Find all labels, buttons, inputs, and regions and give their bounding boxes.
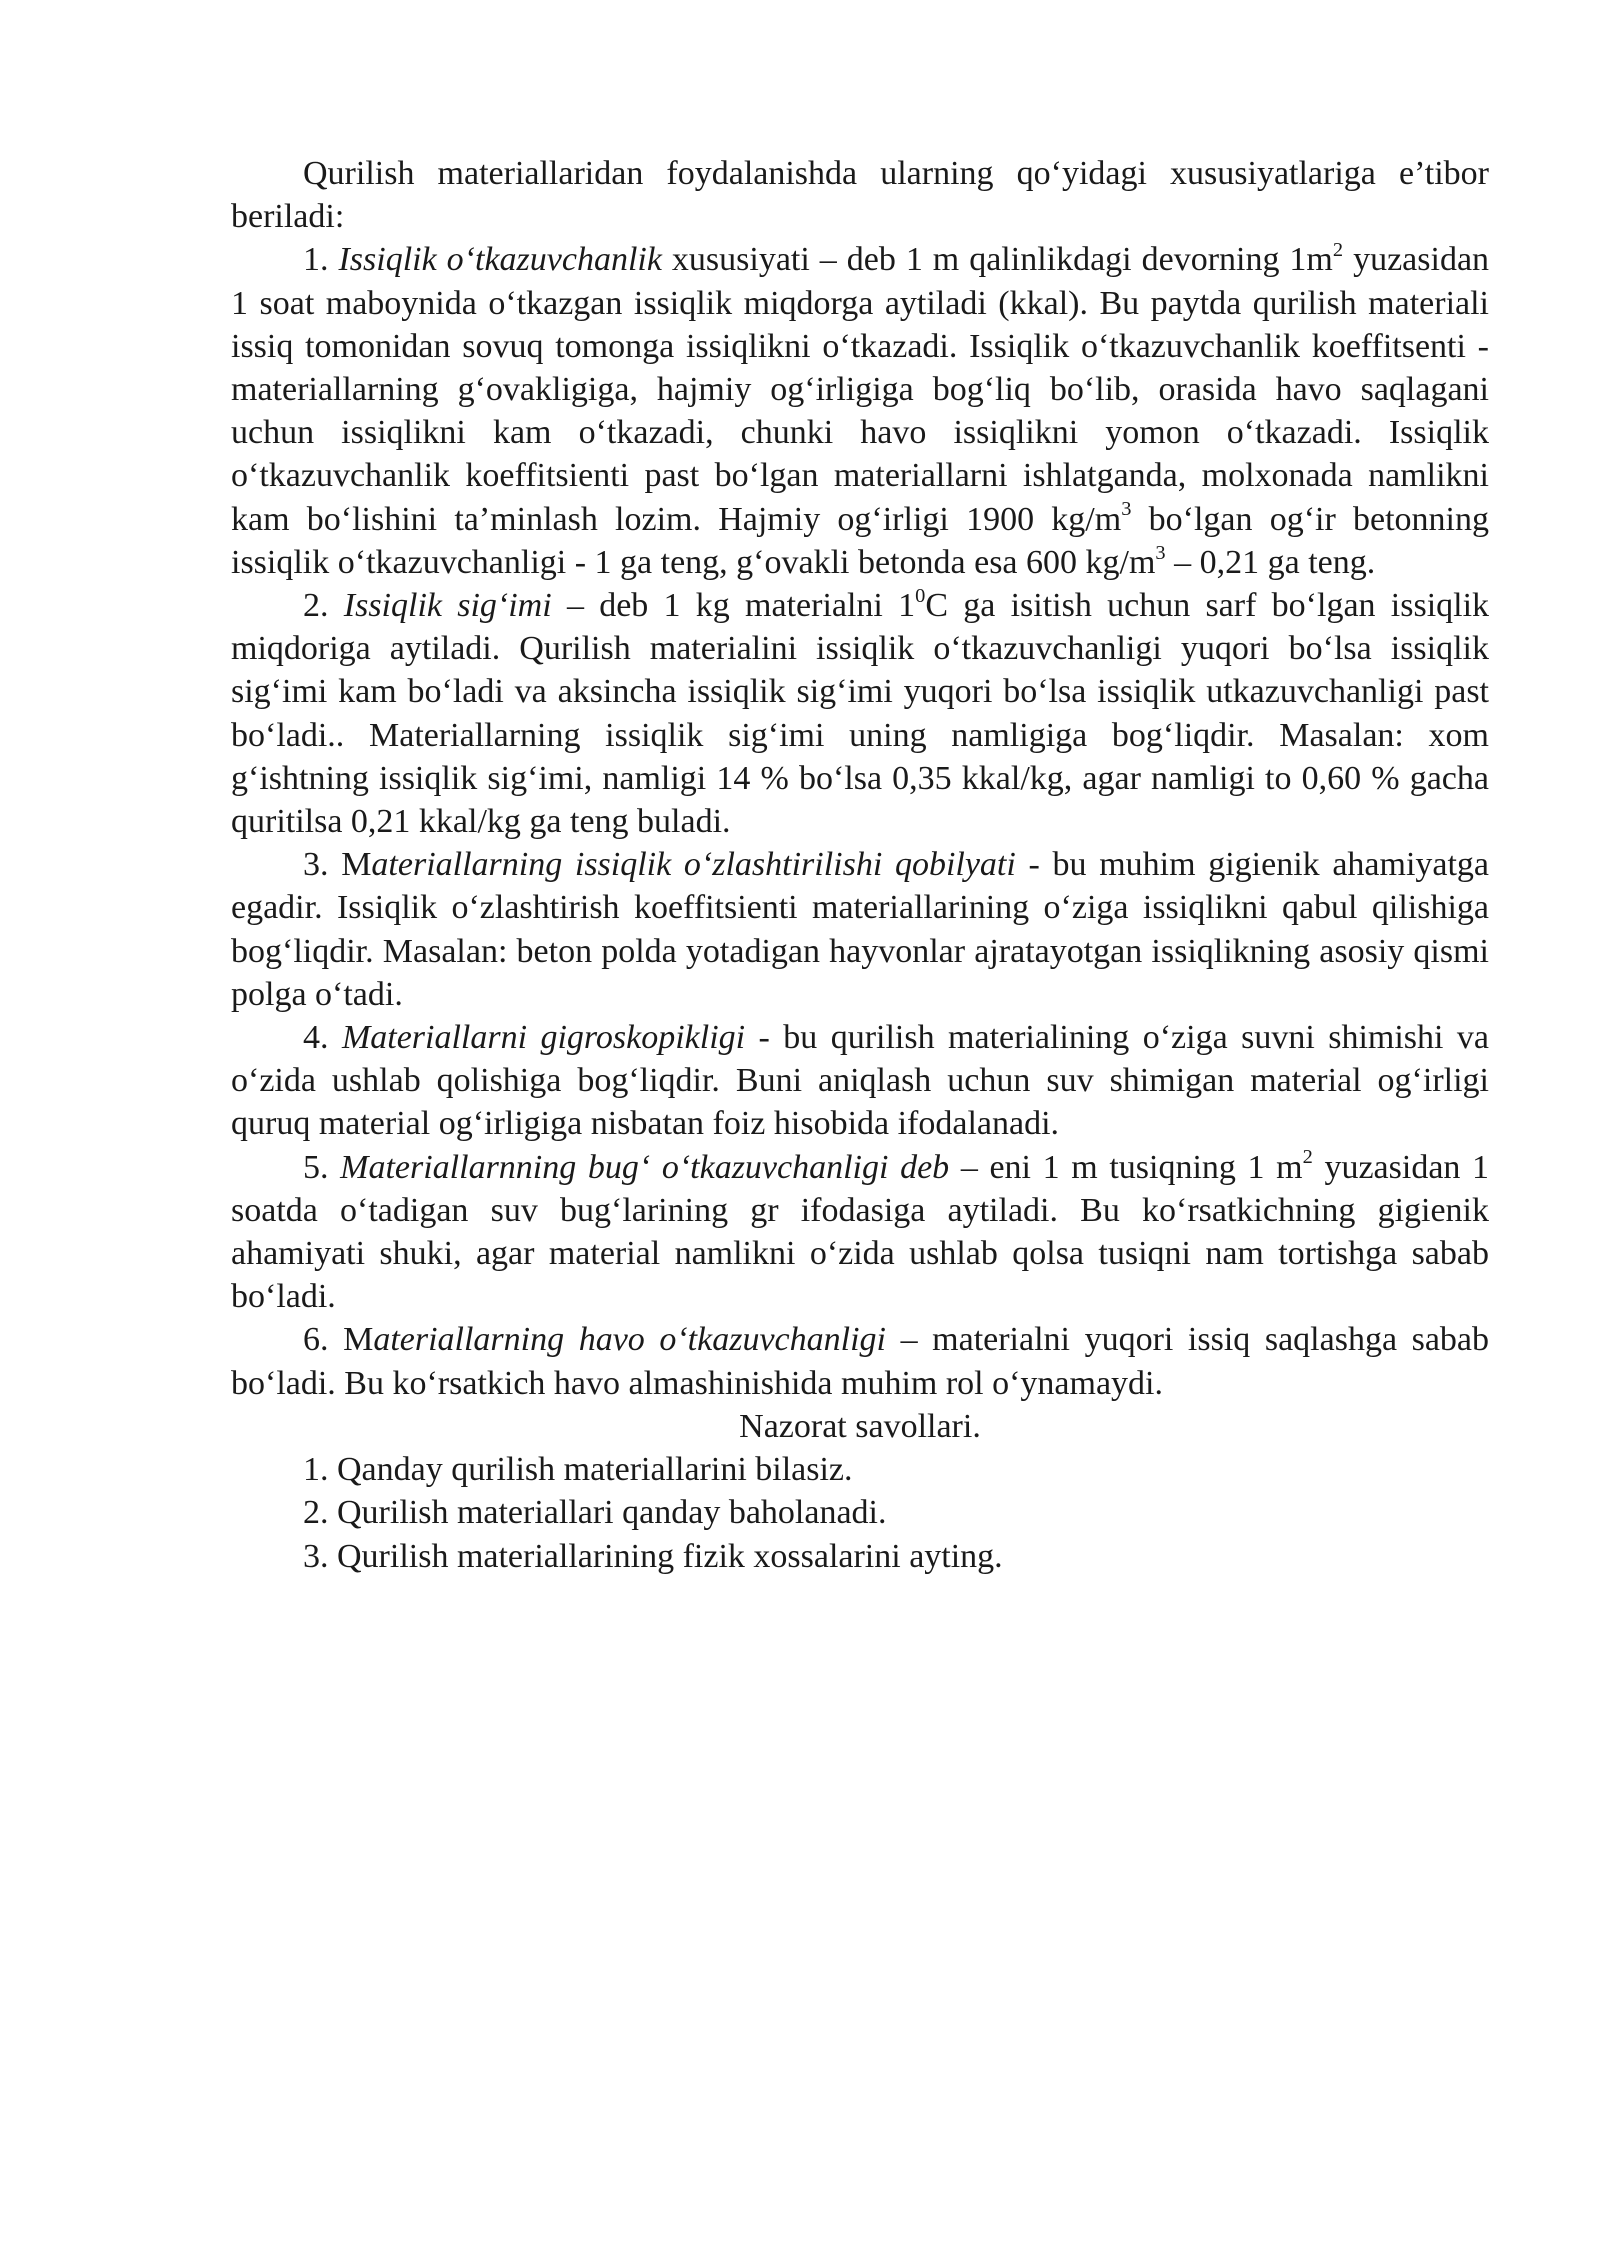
intro-paragraph	[231, 152, 1489, 238]
question-item-3: 3. Qurilish materiallarining fizik xossalarini ayting.	[303, 1537, 1003, 1575]
item-text: - bu muhim gigienik ahamiyatga egadir. Issiqlik o‘zlashtirish koeffitsienti materiallarining o‘ziga issiqlikni qabul qilishiga bog‘liqdir. Masalan: beton polda yotadigan hayvonlar ajratayotgan issiqlikning asosiy qismi polga o‘tadi.	[231, 846, 1490, 1013]
item-text: – materialni yuqori issiq saqlashga sabab bo‘ladi. Bu ko‘rsatkich havo almashinishida muhim rol o‘ynamaydi.	[231, 1321, 1490, 1402]
item-number: 3.	[303, 846, 329, 884]
item-text: bo‘lgan og‘ir betonning issiqlik o‘tkazuvchanligi - 1 ga teng, g‘ovakli betonda esa 600 kg/m	[231, 500, 1490, 581]
question-item-1: 1. Qanday qurilish materiallarini bilasiz.	[303, 1451, 853, 1489]
item-number: 5.	[303, 1148, 329, 1186]
item-number: 1.	[303, 241, 329, 279]
superscript: 2	[1332, 239, 1344, 262]
item-term: Issiqlik sig‘imi	[343, 587, 552, 625]
item-paragraph-3	[231, 843, 1489, 1016]
item-number: 4.	[303, 1019, 329, 1057]
item-text: – 0,21 ga teng.	[1174, 543, 1376, 581]
item-text: – deb 1 kg materialni 1	[566, 587, 916, 625]
item-term: Issiqlik o‘tkazuvchanlik	[338, 241, 662, 279]
item-paragraph-2	[231, 584, 1489, 843]
document-body	[231, 152, 1489, 1578]
item-paragraph-4	[231, 1016, 1489, 1146]
item-text: - bu qurilish materialining o‘ziga suvni shimishi va o‘zida ushlab qolishiga bog‘liqdir. Buni aniqlash uchun suv shimigan material og‘irligi quruq material og‘irligiga nisbatan foiz hisobida ifodalanadi.	[231, 1019, 1489, 1143]
superscript: 0	[915, 584, 926, 607]
item-term: ateriallarning issiqlik o‘zlashtirilishi qobilyati	[371, 846, 1016, 884]
item-text: xususiyati – deb 1 m qalinlikdagi devorning 1m	[671, 241, 1333, 279]
question-item-2: 2. Qurilish materiallari qanday baholanadi.	[303, 1494, 887, 1532]
intro-text: Qurilish materiallaridan foydalanishda ularning qo‘yidagi xususiyatlariga e’tibor beriladi:	[231, 155, 1489, 236]
superscript: 3	[1155, 541, 1166, 564]
superscript: 3	[1121, 498, 1132, 521]
item-number: 2.	[303, 587, 329, 625]
item-paragraph-6	[231, 1318, 1489, 1404]
item-term-lead: M	[343, 1321, 374, 1359]
item-number: 6.	[303, 1321, 329, 1359]
item-term: Materiallarni gigroskopikligi	[341, 1019, 746, 1057]
questions-title: Nazorat savollari.	[739, 1407, 981, 1445]
item-paragraph-1	[231, 238, 1489, 584]
item-term: ateriallarning havo o‘tkazuvchanligi	[373, 1321, 886, 1359]
item-term-lead: M	[341, 846, 372, 884]
superscript: 2	[1302, 1146, 1313, 1169]
item-text: – eni 1 m tusiqning 1 m	[960, 1148, 1303, 1186]
item-text: yuzasidan 1 soat maboynida o‘tkazgan issiqlik miqdorga aytiladi (kkal). Bu paytda qurilish materiali issiq tomonidan sovuq tomonga issiqlikni o‘tkazadi. Issiqlik o‘tkazuvchanlik koeffitsenti - materiallarning g‘ovakligiga, hajmiy og‘irligiga bog‘liq bo‘lib, orasida havo saqlagani uchun issiqlikni kam o‘tkazadi, chunki havo issiqlikni yomon o‘tkazadi. Issiqlik o‘tkazuvchanlik koeffitsienti past bo‘lgan materiallarni ishlatganda, molxonada namlikni kam bo‘lishini ta’minlash lozim. Hajmiy og‘irligi 1900 kg/m	[231, 241, 1490, 538]
item-paragraph-5	[231, 1146, 1489, 1319]
item-text: C ga isitish uchun sarf bo‘lgan issiqlik miqdoriga aytiladi. Qurilish materialini issiqlik o‘tkazuvchanligi yuqori bo‘lsa issiqlik sig‘imi kam bo‘ladi va aksincha issiqlik sig‘imi yuqori bo‘lsa issiqlik utkazuvchanligi past bo‘ladi.. Materiallarning issiqlik sig‘imi uning namligiga bog‘liqdir. Masalan: xom g‘ishtning issiqlik sig‘imi, namligi 14 % bo‘lsa 0,35 kkal/kg, agar namligi to 0,60 % gacha quritilsa 0,21 kkal/kg ga teng buladi.	[231, 587, 1490, 841]
item-text: yuzasidan 1 soatda o‘tadigan suv bug‘larining gr ifodasiga aytiladi. Bu ko‘rsatkichning gigienik ahamiyati shuki, agar material namlikni o‘zida ushlab qolsa tusiqni nam tortishga sabab bo‘ladi.	[231, 1148, 1490, 1316]
item-term: Materiallarnning bug‘ o‘tkazuvchanligi deb	[340, 1148, 950, 1186]
